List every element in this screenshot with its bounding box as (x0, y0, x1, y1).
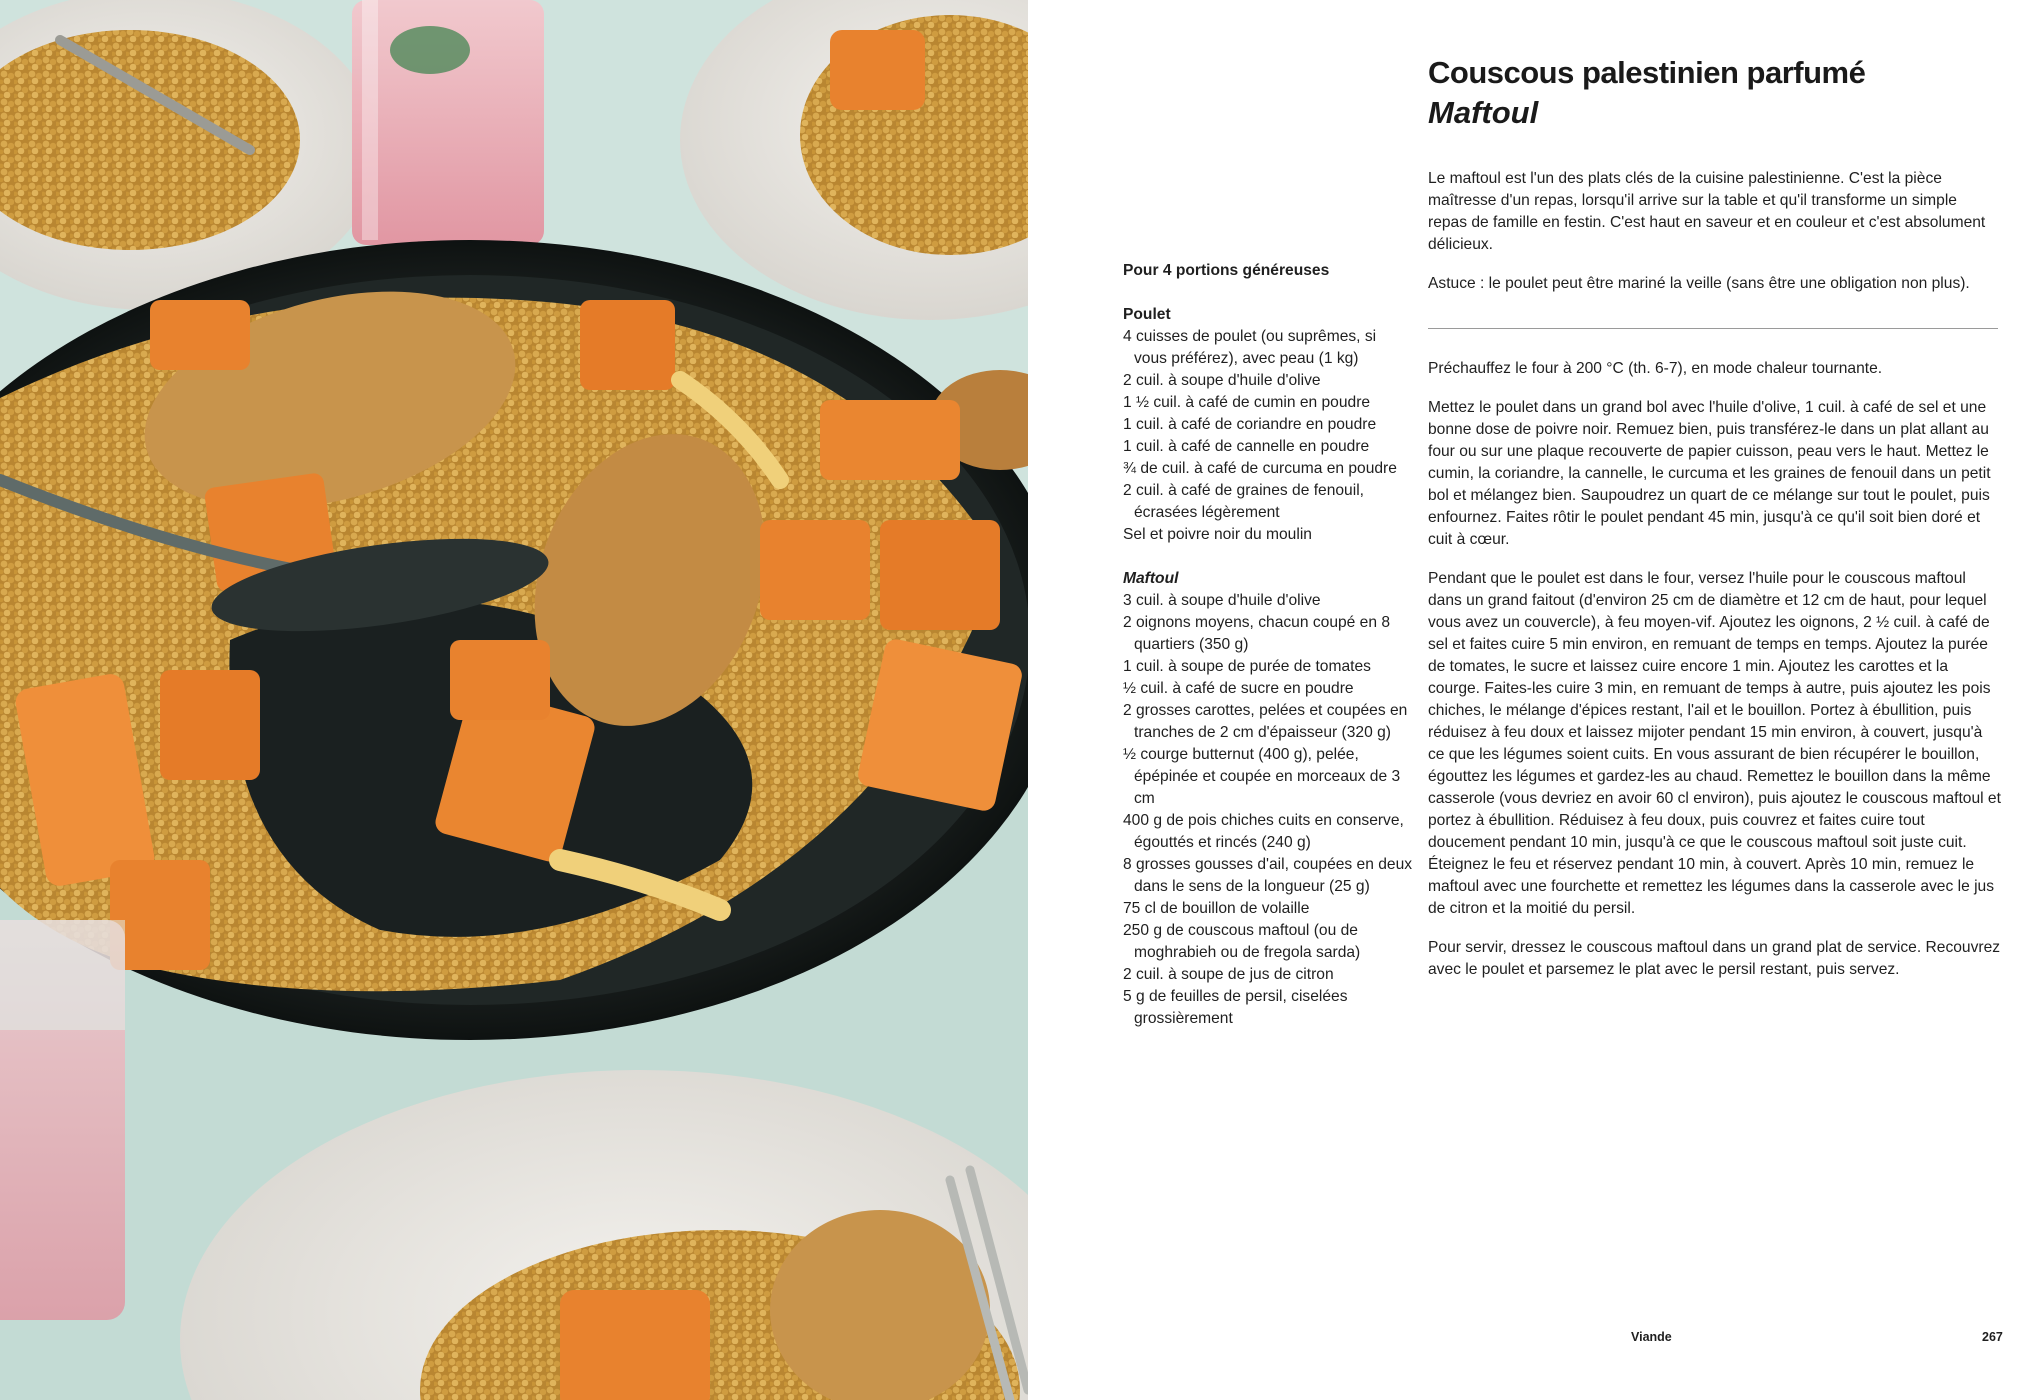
ingredient-item: ½ courge butternut (400 g), pelée, épépinée et coupée en morceaux de 3 cm (1123, 746, 1401, 807)
ingredient-item: 1 cuil. à café de cannelle en poudre (1123, 438, 1370, 455)
ingredient-group-title: Poulet (1123, 306, 1171, 323)
portions-label: Pour 4 portions généreuses (1123, 262, 1330, 279)
ingredient-item: 5 g de feuilles de persil, ciselées grossièrement (1123, 988, 1348, 1027)
ingredient-item: 4 cuisses de poulet (ou suprêmes, si vous préférez), avec peau (1 kg) (1123, 328, 1377, 367)
ingredients-column (1123, 260, 1413, 1052)
ingredient-item: 1 cuil. à café de coriandre en poudre (1123, 416, 1377, 433)
method-column (1428, 358, 2003, 998)
ingredient-item: 75 cl de bouillon de volaille (1123, 900, 1310, 917)
ingredient-item: 2 grosses carottes, pelées et coupées en tranches de 2 cm d'épaisseur (320 g) (1123, 702, 1408, 741)
method-paragraph: Préchauffez le four à 200 °C (th. 6-7), en mode chaleur tournante. (1428, 360, 1883, 377)
method-paragraph: Pendant que le poulet est dans le four, versez l'huile pour le couscous maftoul dans un grand faitout (d'environ 25 cm de diamètre et 12 cm de haut, pour lequel vous avez un couvercle), à feu moyen-vif. Ajoutez les oignons, 2 ½ cuil. à café de sel et faites cuire 5 min environ, en remuant de temps en temps. Ajoutez la purée de tomates, le sucre et laissez cuire encore 1 min. Ajoutez les carottes et la courge. Faites-les cuire 3 min, en remuant de temps à autre, puis ajoutez les pois chiches, le mélange d'épices restant, l'ail et le bouillon. Portez à ébullition, puis réduisez à feu doux et laissez mijoter pendant 15 min environ, à couvert, jusqu'à ce que les légumes soient cuits. En vous assurant de bien récupérer le bouillon, égouttez les légumes et gardez-les au chaud. Remettez le bouillon dans la même casserole (vous devriez en avoir 60 cl environ), puis ajoutez le couscous maftoul et portez à ébullition. Réduisez à feu doux, puis couvrez et faites cuire tout doucement pendant 10 min, jusqu'à ce que le couscous maftoul soit juste cuit. Éteignez le feu et réservez pendant 10 min, à couvert. Après 10 min, remuez le maftoul avec une fourchette et remettez les légumes dans la casserole avec le jus de citron et la moitié du persil. (1428, 570, 2001, 917)
ingredient-item: 2 oignons moyens, chacun coupé en 8 quartiers (350 g) (1123, 614, 1391, 653)
ingredient-list (1123, 590, 1413, 1030)
ingredient-item: 8 grosses gousses d'ail, coupées en deux dans le sens de la longueur (25 g) (1123, 856, 1413, 895)
ingredient-item: 2 cuil. à café de graines de fenouil, écrasées légèrement (1123, 482, 1364, 521)
ingredient-item: 250 g de couscous maftoul (ou de moghrabieh ou de fregola sarda) (1123, 922, 1361, 961)
recipe-intro (1428, 168, 1988, 312)
recipe-page (1028, 0, 2022, 1400)
intro-paragraph: Le maftoul est l'un des plats clés de la cuisine palestinienne. C'est la pièce maîtresse d'un repas, lorsqu'il arrive sur la table et qu'il transforme un simple repas de famille en festin. C'est haut en saveur et en couleur et c'est absolument délicieux. (1428, 170, 1986, 253)
ingredient-list (1123, 326, 1413, 546)
ingredient-item: Sel et poivre noir du moulin (1123, 526, 1312, 543)
ingredient-item: ¾ de cuil. à café de curcuma en poudre (1123, 460, 1397, 477)
tip-paragraph: Astuce : le poulet peut être mariné la veille (sans être une obligation non plus). (1428, 275, 1970, 292)
ingredient-item: 400 g de pois chiches cuits en conserve, égouttés et rincés (240 g) (1123, 812, 1404, 851)
section-divider (1428, 328, 1998, 329)
ingredient-group-title: Maftoul (1123, 570, 1179, 587)
ingredient-item: 2 cuil. à soupe de jus de citron (1123, 966, 1334, 983)
method-paragraph: Mettez le poulet dans un grand bol avec l'huile d'olive, 1 cuil. à café de sel et une bonne dose de poivre noir. Remuez bien, puis transférez-le dans un plat allant au four ou sur une plaque recouverte de papier cuisson, peau vers le haut. Mettez le cumin, la coriandre, la cannelle, le curcuma et les graines de fenouil dans un petit bol et mélangez bien. Saupoudrez un quart de ce mélange sur tout le poulet, puis enfournez. Faites rôtir le poulet pendant 45 min, jusqu'à ce qu'il soit bien doré et cuit à cœur. (1428, 399, 1991, 548)
ingredient-item: 3 cuil. à soupe d'huile d'olive (1123, 592, 1321, 609)
ingredient-item: 2 cuil. à soupe d'huile d'olive (1123, 372, 1321, 389)
recipe-title: Couscous palestinien parfumé (1428, 55, 1866, 90)
method-paragraph: Pour servir, dressez le couscous maftoul dans un grand plat de service. Recouvrez avec le poulet et parsemez le plat avec le persil restant, puis servez. (1428, 939, 2001, 978)
page-number: 267 (1982, 1330, 2003, 1344)
ingredient-item: 1 cuil. à soupe de purée de tomates (1123, 658, 1371, 675)
footer-section-label: Viande (1631, 1330, 1672, 1344)
ingredient-item: ½ cuil. à café de sucre en poudre (1123, 680, 1354, 697)
ingredient-item: 1 ½ cuil. à café de cumin en poudre (1123, 394, 1371, 411)
recipe-subtitle: Maftoul (1428, 95, 1539, 130)
